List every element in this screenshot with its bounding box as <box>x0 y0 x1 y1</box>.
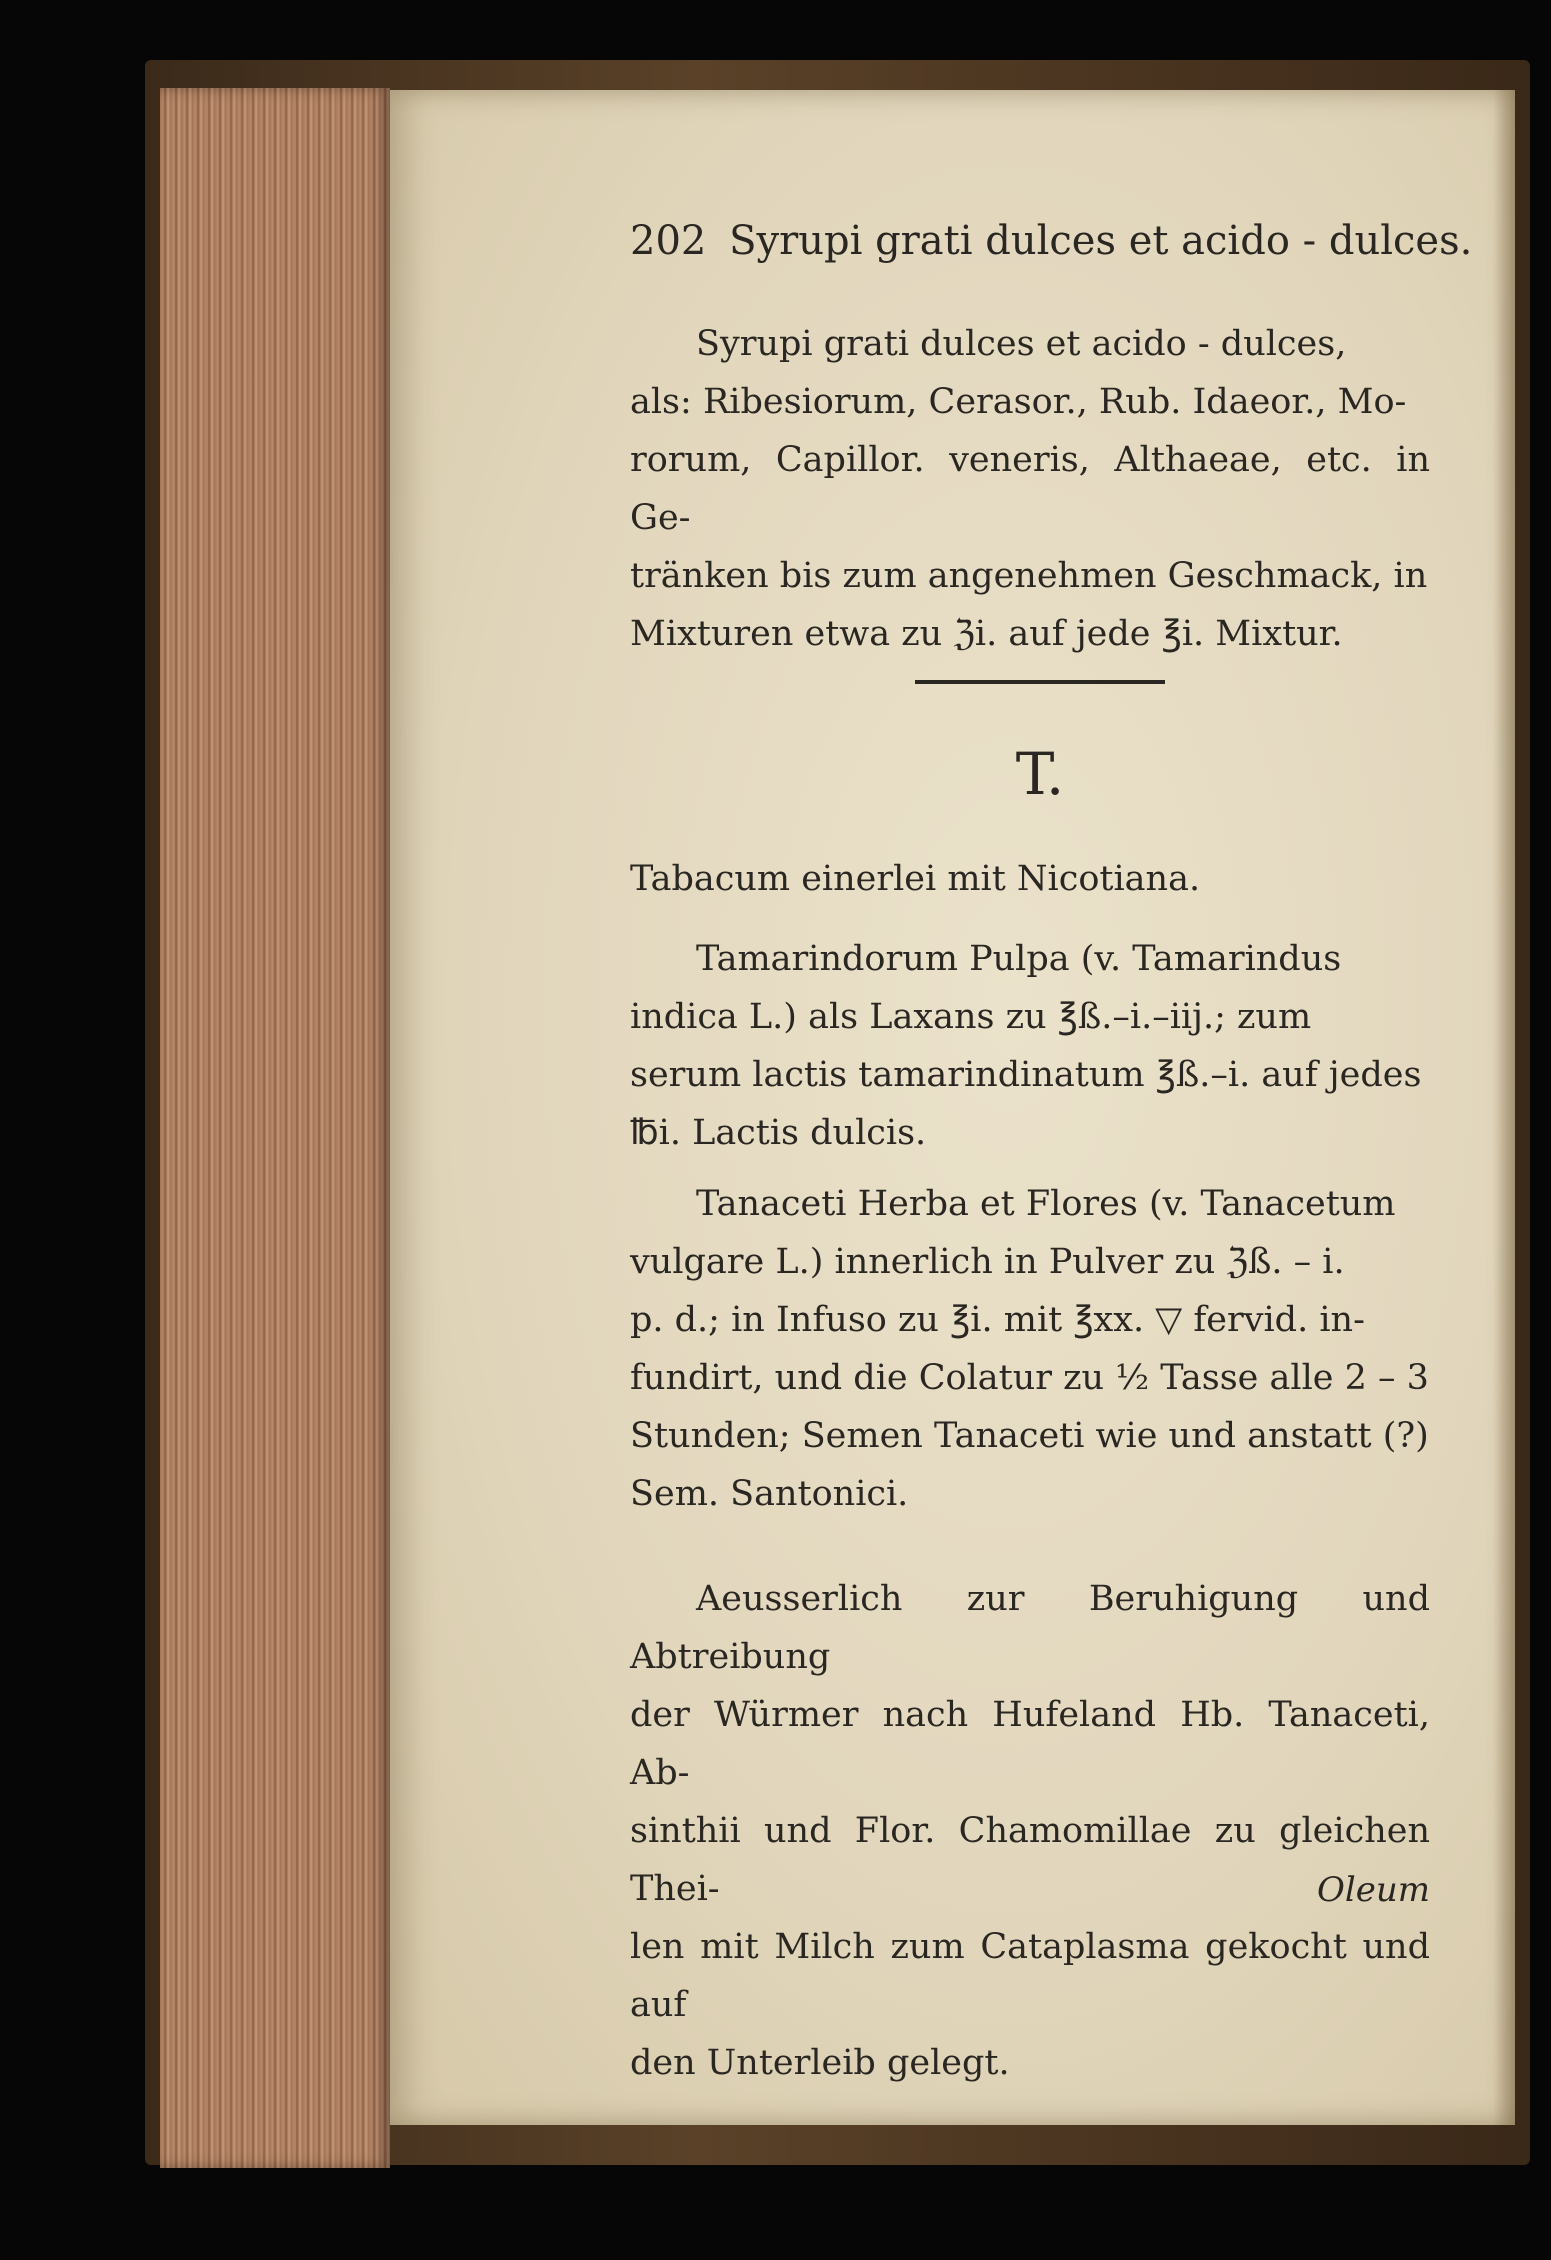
text-line: sinthii und Flor. Chamomillae zu gleichen Thei- <box>630 1811 1430 1909</box>
paragraph-tamarindorum <box>630 930 1430 1162</box>
text-line: Mixturen etwa zu ℨi. auf jede ℥i. Mixtur. <box>630 614 1343 654</box>
text-line: rorum, Capillor. veneris, Althaeae, etc. in Ge- <box>630 440 1430 538</box>
section-divider-rule <box>915 680 1165 684</box>
page-gutter-shadow <box>1493 90 1515 2125</box>
text-line: len mit Milch zum Cataplasma gekocht und auf <box>630 1927 1430 2025</box>
section-letter: T. <box>1015 740 1065 808</box>
text-line: Stunden; Semen Tanaceti wie und anstatt (?) <box>630 1416 1429 1456</box>
text-line: Sem. Santonici. <box>630 1474 909 1514</box>
running-head <box>630 218 1473 264</box>
text-line: Tabacum einerlei mit Nicotiana. <box>630 859 1201 899</box>
text-line: Syrupi grati dulces et acido - dulces, <box>696 324 1347 364</box>
text-line: tränken bis zum angenehmen Geschmack, in <box>630 556 1428 596</box>
book-page <box>390 90 1515 2125</box>
text-line: Tanaceti Herba et Flores (v. Tanacetum <box>696 1184 1396 1224</box>
text-line: als: Ribesiorum, Cerasor., Rub. Idaeor., Mo- <box>630 382 1407 422</box>
text-line: indica L.) als Laxans zu ℥ß.–i.–iij.; zum <box>630 997 1312 1037</box>
paragraph-aeusserlich <box>630 1570 1430 2092</box>
text-line: p. d.; in Infuso zu ℥i. mit ℥xx. ▽ fervid. in- <box>630 1300 1365 1340</box>
text-line: serum lactis tamarindinatum ℥ß.–i. auf jedes <box>630 1055 1422 1095</box>
catchword: Oleum <box>1316 1870 1430 1910</box>
text-line: der Würmer nach Hufeland Hb. Tanaceti, Ab- <box>630 1695 1430 1793</box>
text-line: vulgare L.) innerlich in Pulver zu ℨß. – i. <box>630 1242 1345 1282</box>
page-number: 202 <box>630 218 707 264</box>
running-head-title: Syrupi grati dulces et acido - dulces. <box>729 218 1473 264</box>
text-line: den Unterleib gelegt. <box>630 2043 1010 2083</box>
page-edges <box>160 88 390 2168</box>
paragraph-tanaceti <box>630 1175 1430 1523</box>
text-line: Tamarindorum Pulpa (v. Tamarindus <box>696 939 1342 979</box>
paragraph-tabacum <box>630 850 1430 908</box>
text-line: Aeusserlich zur Beruhigung und Abtreibung <box>630 1579 1430 1677</box>
paragraph-syrupi <box>630 315 1430 663</box>
text-line: fundirt, und die Colatur zu ½ Tasse alle 2 – 3 <box>630 1358 1429 1398</box>
text-line: ℔i. Lactis dulcis. <box>630 1113 927 1153</box>
